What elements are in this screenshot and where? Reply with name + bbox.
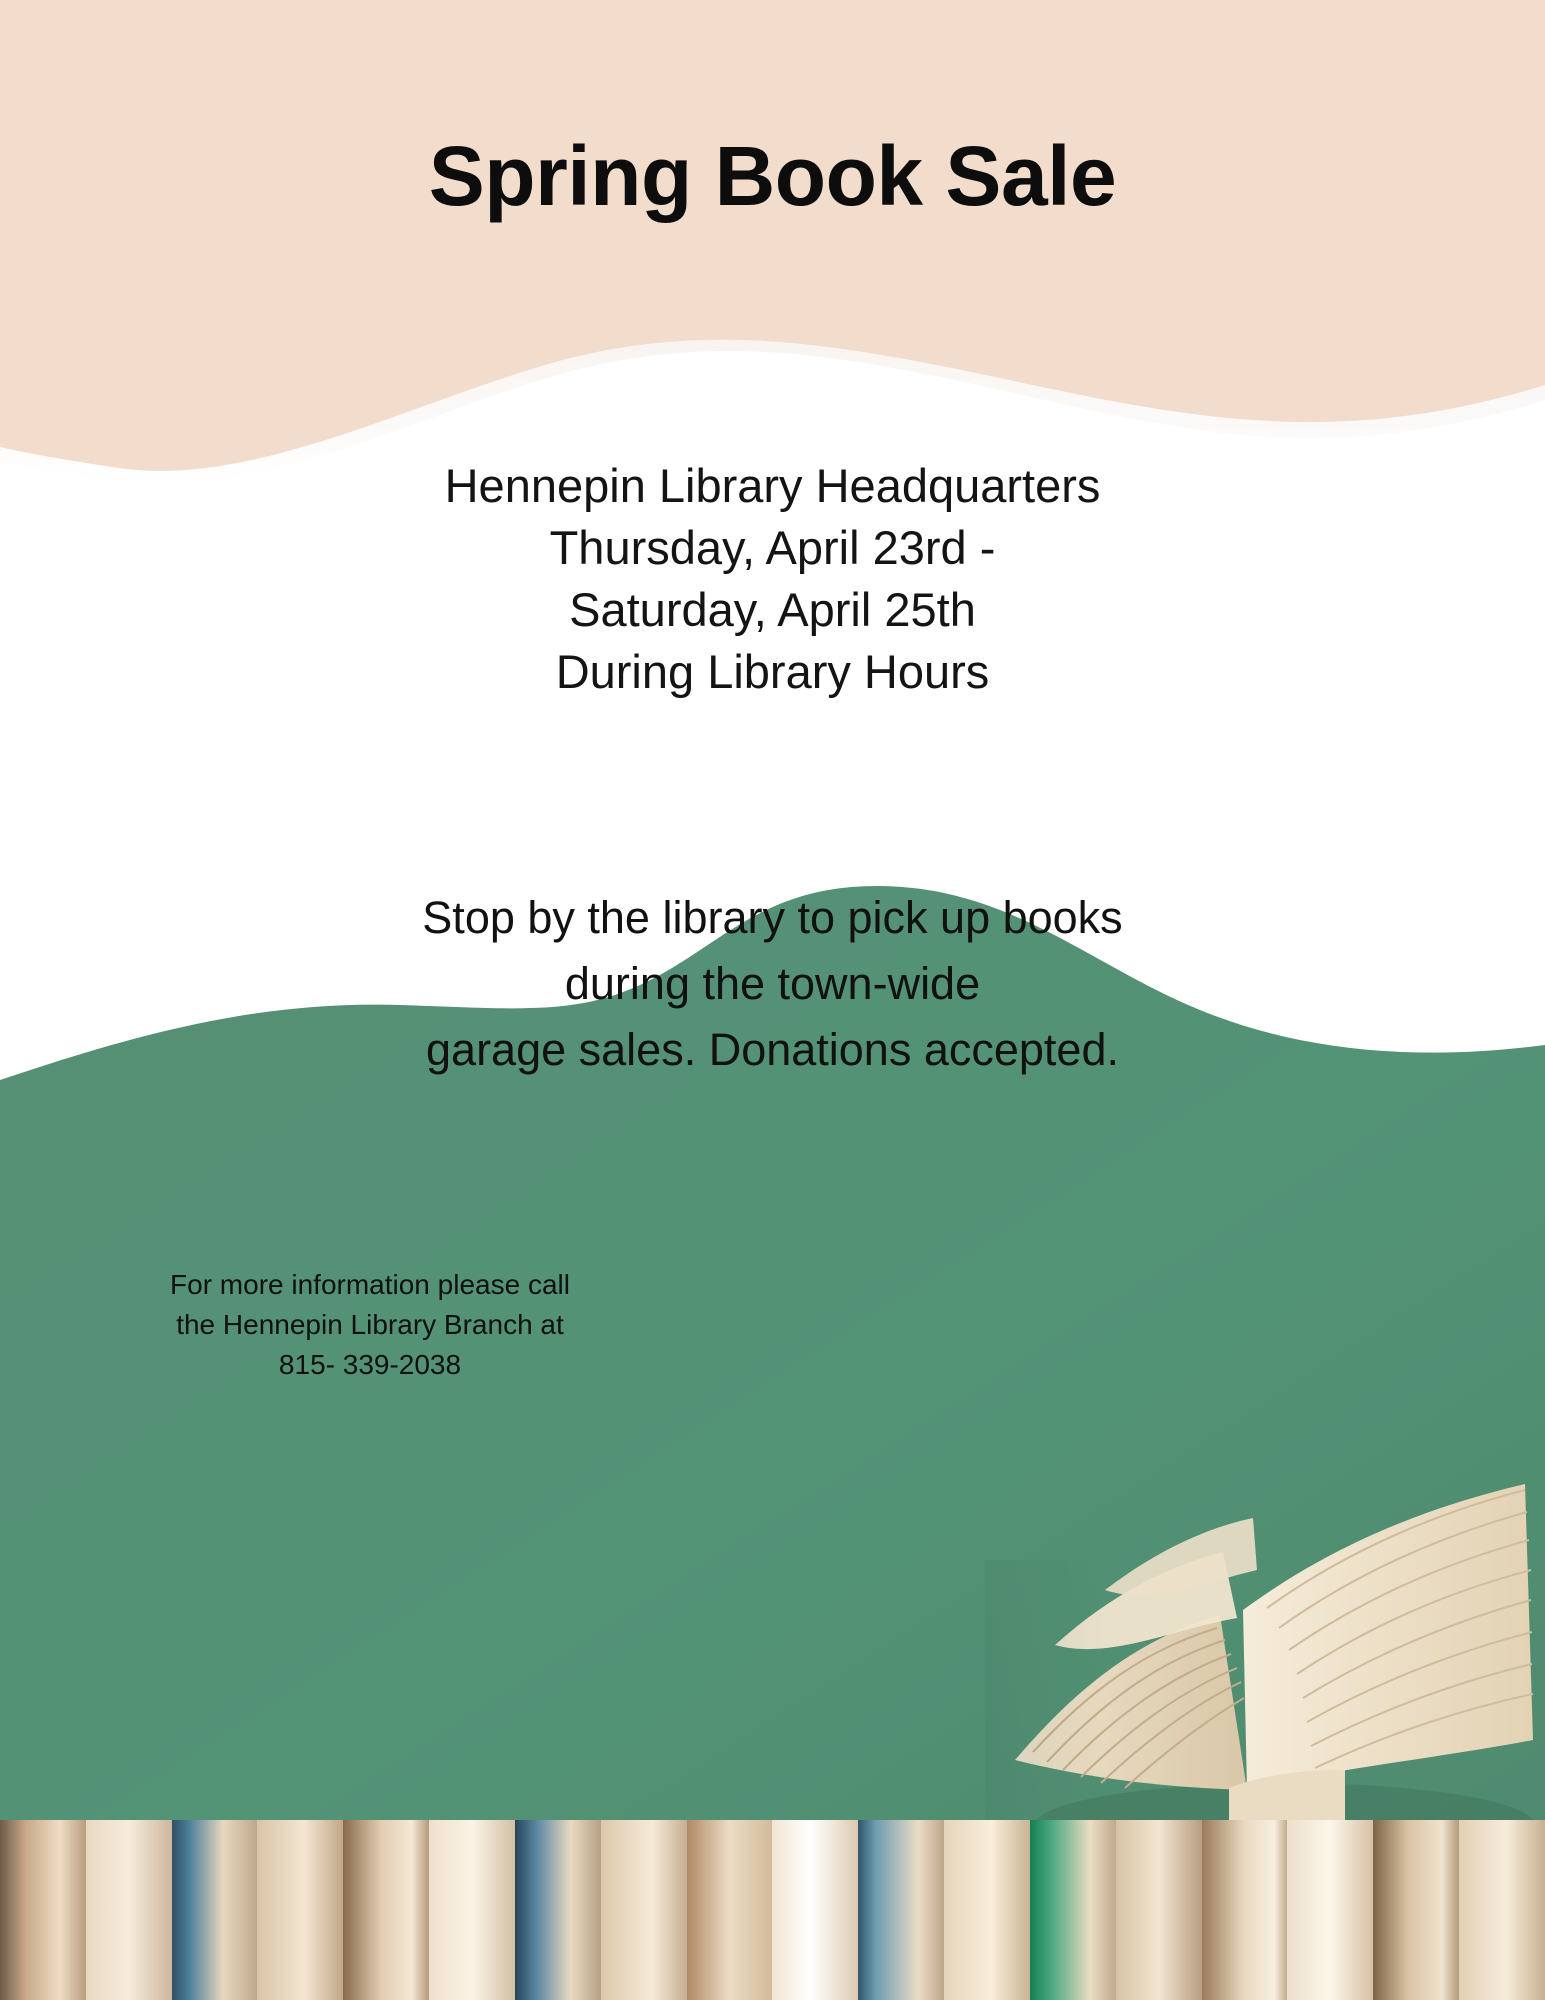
book-spine — [0, 1820, 86, 2000]
book-spine — [86, 1820, 172, 2000]
book-spine — [687, 1820, 773, 2000]
book-spines-row — [0, 1820, 1545, 2000]
book-spine — [1373, 1820, 1459, 2000]
book-spine — [1030, 1820, 1116, 2000]
book-spine — [1459, 1820, 1545, 2000]
contact-line-1: For more information please call — [170, 1269, 570, 1300]
message-line-1: Stop by the library to pick up books — [422, 892, 1123, 943]
detail-line-hours: During Library Hours — [555, 645, 990, 698]
book-spine — [515, 1820, 601, 2000]
message-line-3: garage sales. Donations accepted. — [426, 1024, 1119, 1075]
book-spine — [1287, 1820, 1373, 2000]
book-spine — [601, 1820, 687, 2000]
detail-line-start-date: Thursday, April 23rd - — [549, 521, 996, 574]
page-title: Spring Book Sale — [428, 129, 1117, 223]
book-spine — [172, 1820, 258, 2000]
book-spine — [343, 1820, 429, 2000]
book-spine — [429, 1820, 515, 2000]
message-line-2: during the town-wide — [564, 958, 981, 1009]
book-spine — [1116, 1820, 1202, 2000]
detail-line-end-date: Saturday, April 25th — [569, 583, 976, 636]
book-spine — [858, 1820, 944, 2000]
book-spine — [257, 1820, 343, 2000]
book-spine — [772, 1820, 858, 2000]
contact-phone-number: 815- 339-2038 — [278, 1349, 462, 1380]
book-spine — [944, 1820, 1030, 2000]
event-message — [0, 885, 1545, 1083]
contact-line-2: the Hennepin Library Branch at — [176, 1309, 564, 1340]
detail-line-location: Hennepin Library Headquarters — [444, 459, 1101, 512]
event-details — [0, 455, 1545, 703]
book-spine — [1202, 1820, 1288, 2000]
contact-info — [60, 1265, 680, 1385]
open-book-illustration — [985, 1440, 1545, 1870]
